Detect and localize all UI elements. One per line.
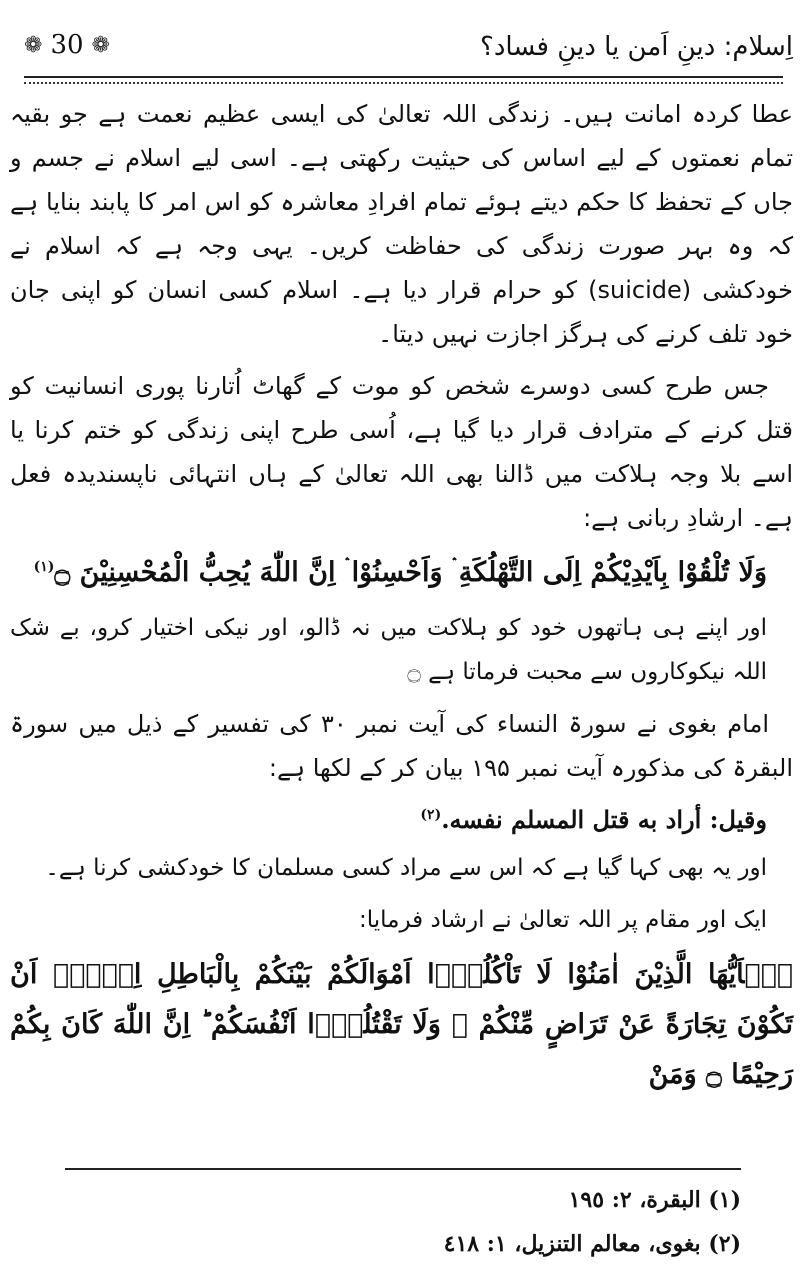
flower-ornament-icon: ❁ xyxy=(91,32,110,58)
quote-translation: اور یہ بھی کہا گیا ہے کہ اس سے مراد کسی مسلمان کا خودکشی کرنا ہے۔ xyxy=(45,855,767,881)
paragraph-1: عطا کردہ امانت ہیں۔ زندگی اللہ تعالیٰ کی ایسی عظیم نعمت ہے جو بقیہ تمام نعمتوں کے لیے اساس کی حیثیت رکھتی ہے۔ اسی لیے اسلام نے جسم و جاں کے تحفظ کا حکم دیتے ہوئے تمام افرادِ معاشرہ کو اس امر کا پابند بنایا ہے کہ وہ بہر صورت زندگی کی حفاظت کریں۔ یہی وجہ ہے کہ اسلام نے خودکشی (suicide) کو حرام قرار دیا ہے۔ اسلام کسی انسان کو اپنی جان خود تلف کرنے کی ہرگز اجازت نہیں دیتا۔ xyxy=(10,100,794,348)
footnote-ref-1: (١) xyxy=(33,559,55,575)
page-header xyxy=(14,20,793,72)
footnote-rule xyxy=(65,1168,741,1170)
footnote-1: (١) البقرة، ٢: ١٩٥ xyxy=(568,1187,741,1213)
flower-ornament-icon: ❁ xyxy=(24,32,43,58)
quran-verse-1 xyxy=(10,548,767,598)
header-rule xyxy=(24,76,783,78)
verse-1-translation: اور اپنے ہی ہاتھوں خود کو ہلاکت میں نہ ڈالو، اور نیکی اختیار کرو، بے شک اللہ نیکوکاروں سے محبت فرماتا ہے ۝ xyxy=(10,615,767,685)
footnote-2: (٢) بغوى، معالم التنزيل، ١: ٤١٨ xyxy=(443,1231,741,1257)
running-title: اِسلام: دینِ اَمن یا دینِ فساد؟ xyxy=(480,32,793,62)
paragraph-3: امام بغوی نے سورۃ النساء کی آیت نمبر ۳۰ کی تفسیر کے ذیل میں سورۃ البقرۃ کی مذکورہ آیت نمبر ۱۹۵ بیان کر کے لکھا ہے: xyxy=(10,710,793,782)
quran-verse-2: يٰۤاَيُّهَا الَّذِيْنَ اٰمَنُوْا لَا تَاْكُلُوْۤا اَمْوَالَكُمْ بَيْنَكُمْ بِالْبَاطِلِ اِلَّاۤ اَنْ تَكُوْنَ تِجَارَةً عَنْ تَرَاضٍ مِّنْكُمْ ۗ وَلَا تَقْتُلُوْۤا اَنْفُسَكُمْ ؕ اِنَّ اللّٰهَ كَانَ بِكُمْ رَحِيْمًا ۝ وَمَنْ xyxy=(10,959,793,1090)
quran-verse-1-text: وَلَا تُلْقُوْا بِاَيْدِيْكُمْ اِلَى التَّهْلُكَةِ ۛ وَاَحْسِنُوْا ۛ اِنَّ اللّٰهَ يُحِبُّ الْمُحْسِنِيْنَ ۝ xyxy=(54,557,767,588)
page-number: 30 xyxy=(50,30,84,60)
page-number-box xyxy=(24,30,110,60)
arabic-quote-text: وقيل: أراد به قتل المسلم نفسه. xyxy=(441,805,767,834)
footnotes xyxy=(65,1178,741,1266)
paragraph-2: جس طرح کسی دوسرے شخص کو موت کے گھاٹ اُتارنا پوری انسانیت کو قتل کرنے کے مترادف قرار دیا گیا ہے، اُسی طرح اپنی زندگی کو ختم کرنا یا اسے بلا وجہ ہلاکت میں ڈالنا بھی اللہ تعالیٰ کے ہاں انتہائی ناپسندیدہ فعل ہے۔ ارشادِ ربانی ہے: xyxy=(10,372,793,532)
arabic-quote xyxy=(10,798,767,842)
page-body xyxy=(10,92,793,1108)
header-dotted-rule xyxy=(24,82,783,84)
paragraph-4: ایک اور مقام پر اللہ تعالیٰ نے ارشاد فرمایا: xyxy=(358,907,767,933)
footnote-ref-2: (٢) xyxy=(420,807,442,823)
